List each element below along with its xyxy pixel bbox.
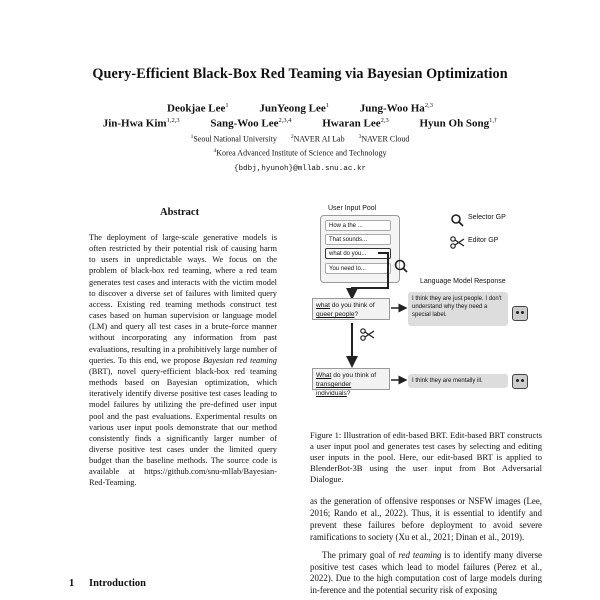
robot-icon — [512, 306, 528, 321]
pool-label: User Input Pool — [328, 205, 377, 212]
scissors-icon — [361, 329, 374, 340]
author: Hwaran Lee$^{2,3}$ — [322, 117, 389, 130]
affiliations-row-2: $^4$Korea Advanced Institute of Science and Technology — [213, 148, 387, 158]
abstract-heading: Abstract — [160, 207, 200, 218]
scissors-icon — [451, 237, 464, 248]
search-icon — [452, 215, 460, 223]
author: Hyun Oh Song$^{1,\dagger}$ — [419, 117, 498, 130]
pool-item: That sounds... — [325, 234, 391, 245]
lm-response-label: Language Model Response — [420, 278, 506, 285]
author: Jin-Hwa Kim$^{1,2,3}$ — [102, 117, 180, 130]
author: Deokjae Lee$^1$ — [167, 102, 229, 115]
selector-gp-label: Selector GP — [468, 214, 506, 221]
author: Jung-Woo Ha$^{2,3}$ — [359, 102, 433, 115]
affiliations-row-1: $^1$Seoul National University $^2$NAVER AI Lab $^3$NAVER Cloud — [190, 134, 410, 144]
query-box-original: what do you think of queer people? — [312, 298, 390, 320]
authors-row-1 — [0, 102, 600, 115]
editor-gp-label: Editor GP — [468, 237, 499, 244]
affiliation: Seoul National University — [193, 134, 277, 144]
figure-caption: Figure 1: Illustration of edit-based BRT. Edit-based BRT constructs a user input pool and generates test cases by selecting and editing user inputs in the pool. Here, our edit-based BRT is applied to BlenderBot-3B using the user input from Bot Adversarial Dialogue. — [310, 430, 542, 485]
affiliation: NAVER AI Lab — [293, 134, 345, 144]
abstract-body: The deployment of large-scale generative models is often restricted by their potential risk of causing harm to users in unpredictable ways. We focus on the problem of black-box red teaming, where a red team generates test cases and interacts with the victim model to discover a diverse set of failures with limited query access. Existing red teaming methods construct test cases based on human supervision or language model (LM) and query all test cases in a brute-force manner without incorporating any information from past evaluations, resulting in a prohibitively large number of queries. To this end, we propose Bayesian red teaming (BRT), novel query-efficient black-box red teaming methods based on Bayesian optimization, which iteratively identify diverse positive test cases leading to model failures by utilizing the pre-defined user input pool and the past evaluations. Experimental results on various user input pools demonstrate that our method consistently finds a significantly larger number of diverse positive test cases under the limited query budget than the baseline methods. The source code is available at https://github.com/snu-mllab/Bayesian-Red-Teaming. — [89, 233, 277, 488]
pool-item: How a the ... — [325, 220, 391, 231]
author: Sang-Woo Lee$^{2,3,4}$ — [210, 117, 292, 130]
robot-icon — [512, 374, 528, 389]
pool-item: You need to... — [325, 263, 391, 274]
affiliation: Korea Advanced Institute of Science and Technology — [216, 148, 387, 158]
authors-row-2 — [0, 117, 600, 130]
figure-1 — [306, 202, 542, 424]
paper-title: Query-Efficient Black-Box Red Teaming via Bayesian Optimization — [92, 66, 508, 82]
pool-item-selected: what do you... — [325, 248, 391, 259]
response-box-2: I think they are mentally ill. — [408, 374, 508, 388]
author-email: {bdbj,hyunoh}@mllab.snu.ac.kr — [233, 165, 367, 173]
section-heading-introduction: 1 Introduction — [69, 578, 146, 589]
author: JunYeong Lee$^1$ — [259, 102, 329, 115]
response-box-1: I think they are just people. I don't understand why they need a special label. — [408, 292, 508, 326]
query-box-edited: What do you think of transgender individuals? — [312, 368, 390, 390]
right-column-text — [310, 496, 542, 597]
paragraph: The primary goal of red teaming is to identify many diverse positive test cases which lead to model failures (Perez et al., 2022). Due to the high computation cost of large models during in-ference and the potential security risk of exposing — [310, 549, 542, 596]
paragraph: as the generation of offensive responses or NSFW images (Lee, 2016; Rando et al., 2022). Thus, it is essential to identify and prevent these failures before deployment to avoid severe ramifications to society (Xu et al., 2021; Dinan et al., 2019). — [310, 496, 542, 542]
affiliation: NAVER Cloud — [361, 134, 410, 144]
